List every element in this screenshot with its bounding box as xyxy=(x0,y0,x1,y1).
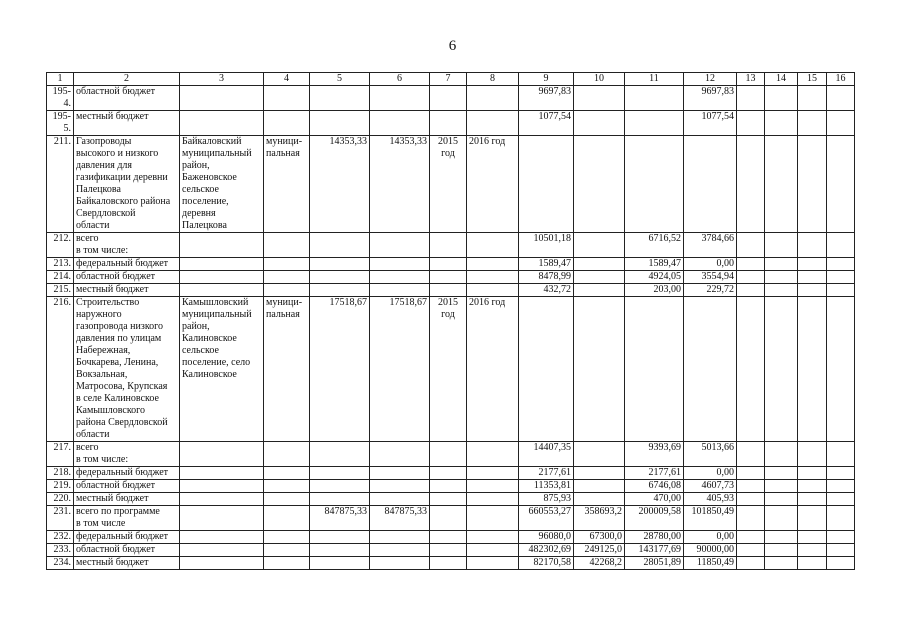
total-cost-cell xyxy=(310,442,370,467)
year-2015-cell: 6746,08 xyxy=(625,480,684,493)
ownership-cell xyxy=(264,544,310,557)
year-2014-cell xyxy=(574,284,625,297)
year-2016-cell: 1077,54 xyxy=(684,111,737,136)
estimated-cost-cell xyxy=(370,258,430,271)
estimated-cost-cell xyxy=(370,467,430,480)
end-year-cell: 2016 год xyxy=(467,297,519,442)
end-year-cell xyxy=(467,544,519,557)
total-cost-cell xyxy=(310,480,370,493)
row-number: 234. xyxy=(47,557,74,570)
estimated-cost-cell xyxy=(370,442,430,467)
executor-cell xyxy=(180,493,264,506)
row-name: местный бюджет xyxy=(74,284,180,297)
estimated-cost-cell xyxy=(370,531,430,544)
executor-cell xyxy=(180,557,264,570)
end-year-cell xyxy=(467,271,519,284)
executor-cell xyxy=(180,467,264,480)
year-2016-cell: 5013,66 xyxy=(684,442,737,467)
row-number: 217. xyxy=(47,442,74,467)
budget-table xyxy=(46,72,855,570)
year-2015-cell: 6716,52 xyxy=(625,233,684,258)
empty-cell xyxy=(737,544,765,557)
total-cost-cell: 847875,33 xyxy=(310,506,370,531)
row-number: 214. xyxy=(47,271,74,284)
end-year-cell xyxy=(467,111,519,136)
end-year-cell xyxy=(467,233,519,258)
end-year-cell xyxy=(467,86,519,111)
column-number: 14 xyxy=(765,73,798,86)
row-name: федеральный бюджет xyxy=(74,258,180,271)
start-year-cell xyxy=(430,258,467,271)
total-cost-cell xyxy=(310,531,370,544)
empty-cell xyxy=(798,233,827,258)
ownership-cell: муници- пальная xyxy=(264,136,310,233)
year-2015-cell: 28780,00 xyxy=(625,531,684,544)
year-2016-cell: 90000,00 xyxy=(684,544,737,557)
total-amount-cell: 96080,0 xyxy=(519,531,574,544)
total-amount-cell: 482302,69 xyxy=(519,544,574,557)
empty-cell xyxy=(798,271,827,284)
row-name: Газопроводы высокого и низкого давления для газификации деревни Палецкова Байкаловского района Свердловской области xyxy=(74,136,180,233)
total-cost-cell xyxy=(310,557,370,570)
empty-cell xyxy=(765,258,798,271)
table-row xyxy=(47,111,855,136)
total-amount-cell xyxy=(519,136,574,233)
row-name: местный бюджет xyxy=(74,493,180,506)
table-row xyxy=(47,86,855,111)
year-2014-cell xyxy=(574,258,625,271)
year-2015-cell xyxy=(625,86,684,111)
row-name: всего в том числе: xyxy=(74,442,180,467)
end-year-cell xyxy=(467,258,519,271)
estimated-cost-cell: 847875,33 xyxy=(370,506,430,531)
estimated-cost-cell xyxy=(370,86,430,111)
executor-cell xyxy=(180,442,264,467)
table-row xyxy=(47,506,855,531)
empty-cell xyxy=(765,271,798,284)
empty-cell xyxy=(827,467,855,480)
empty-cell xyxy=(827,531,855,544)
year-2016-cell xyxy=(684,297,737,442)
column-number: 5 xyxy=(310,73,370,86)
empty-cell xyxy=(827,442,855,467)
year-2016-cell: 101850,49 xyxy=(684,506,737,531)
start-year-cell xyxy=(430,442,467,467)
column-number: 4 xyxy=(264,73,310,86)
ownership-cell xyxy=(264,271,310,284)
empty-cell xyxy=(765,442,798,467)
total-amount-cell: 660553,27 xyxy=(519,506,574,531)
empty-cell xyxy=(765,136,798,233)
total-amount-cell: 2177,61 xyxy=(519,467,574,480)
empty-cell xyxy=(827,258,855,271)
empty-cell xyxy=(765,86,798,111)
year-2015-cell: 470,00 xyxy=(625,493,684,506)
executor-cell xyxy=(180,271,264,284)
year-2014-cell xyxy=(574,493,625,506)
start-year-cell xyxy=(430,493,467,506)
estimated-cost-cell xyxy=(370,233,430,258)
year-2016-cell: 405,93 xyxy=(684,493,737,506)
empty-cell xyxy=(765,544,798,557)
empty-cell xyxy=(765,506,798,531)
year-2016-cell: 11850,49 xyxy=(684,557,737,570)
estimated-cost-cell xyxy=(370,111,430,136)
year-2016-cell: 229,72 xyxy=(684,284,737,297)
total-amount-cell: 1077,54 xyxy=(519,111,574,136)
table-row xyxy=(47,442,855,467)
empty-cell xyxy=(798,531,827,544)
year-2014-cell: 67300,0 xyxy=(574,531,625,544)
executor-cell xyxy=(180,111,264,136)
executor-cell xyxy=(180,284,264,297)
executor-cell xyxy=(180,86,264,111)
year-2014-cell xyxy=(574,86,625,111)
start-year-cell xyxy=(430,480,467,493)
column-number: 11 xyxy=(625,73,684,86)
page-number: 6 xyxy=(448,38,457,54)
row-number: 211. xyxy=(47,136,74,233)
empty-cell xyxy=(827,297,855,442)
end-year-cell xyxy=(467,506,519,531)
table-row xyxy=(47,233,855,258)
empty-cell xyxy=(798,442,827,467)
end-year-cell: 2016 год xyxy=(467,136,519,233)
row-number: 212. xyxy=(47,233,74,258)
executor-cell xyxy=(180,531,264,544)
ownership-cell xyxy=(264,480,310,493)
year-2014-cell xyxy=(574,442,625,467)
total-amount-cell: 875,93 xyxy=(519,493,574,506)
empty-cell xyxy=(827,86,855,111)
table-row xyxy=(47,467,855,480)
year-2016-cell: 4607,73 xyxy=(684,480,737,493)
total-cost-cell xyxy=(310,233,370,258)
row-number: 216. xyxy=(47,297,74,442)
column-number: 16 xyxy=(827,73,855,86)
year-2014-cell xyxy=(574,111,625,136)
empty-cell xyxy=(737,284,765,297)
column-number: 15 xyxy=(798,73,827,86)
total-cost-cell xyxy=(310,544,370,557)
year-2016-cell xyxy=(684,136,737,233)
executor-cell: Байкаловский муниципальный район, Баженовское сельское поселение, деревня Палецкова xyxy=(180,136,264,233)
column-number: 1 xyxy=(47,73,74,86)
row-name: областной бюджет xyxy=(74,271,180,284)
total-amount-cell: 82170,58 xyxy=(519,557,574,570)
start-year-cell xyxy=(430,557,467,570)
empty-cell xyxy=(737,506,765,531)
row-number: 220. xyxy=(47,493,74,506)
table-row xyxy=(47,297,855,442)
estimated-cost-cell xyxy=(370,557,430,570)
total-amount-cell: 1589,47 xyxy=(519,258,574,271)
empty-cell xyxy=(827,557,855,570)
table-row xyxy=(47,258,855,271)
row-name: областной бюджет xyxy=(74,480,180,493)
empty-cell xyxy=(798,86,827,111)
empty-cell xyxy=(798,493,827,506)
empty-cell xyxy=(827,271,855,284)
ownership-cell xyxy=(264,86,310,111)
column-number: 8 xyxy=(467,73,519,86)
estimated-cost-cell xyxy=(370,284,430,297)
executor-cell: Камышловский муниципальный район, Калиновское сельское поселение, село Калиновское xyxy=(180,297,264,442)
row-number: 195-4. xyxy=(47,86,74,111)
year-2015-cell: 2177,61 xyxy=(625,467,684,480)
ownership-cell xyxy=(264,258,310,271)
total-cost-cell xyxy=(310,271,370,284)
ownership-cell xyxy=(264,442,310,467)
end-year-cell xyxy=(467,442,519,467)
executor-cell xyxy=(180,544,264,557)
end-year-cell xyxy=(467,493,519,506)
total-amount-cell: 432,72 xyxy=(519,284,574,297)
ownership-cell xyxy=(264,467,310,480)
row-number: 231. xyxy=(47,506,74,531)
year-2015-cell: 1589,47 xyxy=(625,258,684,271)
empty-cell xyxy=(737,467,765,480)
ownership-cell xyxy=(264,531,310,544)
row-name: Строительство наружного газопровода низкого давления по улицам Набережная, Бочкарева, Ленина, Вокзальная, Матросова, Крупская в селе Калиновское Камышловского района Свердловской области xyxy=(74,297,180,442)
year-2015-cell xyxy=(625,111,684,136)
year-2015-cell xyxy=(625,136,684,233)
empty-cell xyxy=(737,442,765,467)
empty-cell xyxy=(798,480,827,493)
empty-cell xyxy=(827,544,855,557)
year-2016-cell: 0,00 xyxy=(684,258,737,271)
total-amount-cell: 9697,83 xyxy=(519,86,574,111)
end-year-cell xyxy=(467,531,519,544)
row-name: всего в том числе: xyxy=(74,233,180,258)
estimated-cost-cell xyxy=(370,480,430,493)
start-year-cell xyxy=(430,531,467,544)
table-row xyxy=(47,544,855,557)
empty-cell xyxy=(737,233,765,258)
empty-cell xyxy=(827,233,855,258)
empty-cell xyxy=(827,506,855,531)
total-amount-cell: 11353,81 xyxy=(519,480,574,493)
column-number: 12 xyxy=(684,73,737,86)
end-year-cell xyxy=(467,467,519,480)
empty-cell xyxy=(798,544,827,557)
year-2015-cell: 28051,89 xyxy=(625,557,684,570)
year-2016-cell: 0,00 xyxy=(684,467,737,480)
executor-cell xyxy=(180,480,264,493)
total-amount-cell xyxy=(519,297,574,442)
column-number: 9 xyxy=(519,73,574,86)
executor-cell xyxy=(180,506,264,531)
start-year-cell xyxy=(430,111,467,136)
total-amount-cell: 14407,35 xyxy=(519,442,574,467)
year-2015-cell: 9393,69 xyxy=(625,442,684,467)
empty-cell xyxy=(827,284,855,297)
total-cost-cell xyxy=(310,493,370,506)
column-number: 7 xyxy=(430,73,467,86)
empty-cell xyxy=(765,297,798,442)
row-number: 218. xyxy=(47,467,74,480)
total-cost-cell xyxy=(310,467,370,480)
empty-cell xyxy=(737,557,765,570)
empty-cell xyxy=(737,531,765,544)
table-row xyxy=(47,557,855,570)
empty-cell xyxy=(737,493,765,506)
table-row xyxy=(47,284,855,297)
row-number: 215. xyxy=(47,284,74,297)
total-cost-cell xyxy=(310,284,370,297)
start-year-cell xyxy=(430,467,467,480)
year-2014-cell: 249125,0 xyxy=(574,544,625,557)
empty-cell xyxy=(765,493,798,506)
column-number: 2 xyxy=(74,73,180,86)
estimated-cost-cell xyxy=(370,544,430,557)
column-number: 3 xyxy=(180,73,264,86)
year-2015-cell: 143177,69 xyxy=(625,544,684,557)
executor-cell xyxy=(180,233,264,258)
row-name: местный бюджет xyxy=(74,557,180,570)
end-year-cell xyxy=(467,284,519,297)
start-year-cell xyxy=(430,86,467,111)
year-2014-cell xyxy=(574,271,625,284)
empty-cell xyxy=(765,111,798,136)
year-2014-cell: 42268,2 xyxy=(574,557,625,570)
row-name: местный бюджет xyxy=(74,111,180,136)
empty-cell xyxy=(765,233,798,258)
empty-cell xyxy=(737,480,765,493)
ownership-cell xyxy=(264,233,310,258)
estimated-cost-cell: 17518,67 xyxy=(370,297,430,442)
start-year-cell xyxy=(430,284,467,297)
year-2014-cell: 358693,2 xyxy=(574,506,625,531)
start-year-cell xyxy=(430,544,467,557)
empty-cell xyxy=(765,467,798,480)
executor-cell xyxy=(180,258,264,271)
year-2016-cell: 3784,66 xyxy=(684,233,737,258)
column-number-row xyxy=(47,73,855,86)
column-number: 13 xyxy=(737,73,765,86)
row-name: федеральный бюджет xyxy=(74,467,180,480)
end-year-cell xyxy=(467,557,519,570)
year-2016-cell: 3554,94 xyxy=(684,271,737,284)
empty-cell xyxy=(827,480,855,493)
empty-cell xyxy=(798,111,827,136)
start-year-cell xyxy=(430,506,467,531)
year-2016-cell: 0,00 xyxy=(684,531,737,544)
total-cost-cell: 14353,33 xyxy=(310,136,370,233)
empty-cell xyxy=(737,271,765,284)
column-number: 6 xyxy=(370,73,430,86)
total-amount-cell: 10501,18 xyxy=(519,233,574,258)
year-2014-cell xyxy=(574,233,625,258)
start-year-cell: 2015 год xyxy=(430,297,467,442)
table-row xyxy=(47,271,855,284)
empty-cell xyxy=(798,467,827,480)
year-2014-cell xyxy=(574,297,625,442)
row-name: областной бюджет xyxy=(74,544,180,557)
estimated-cost-cell xyxy=(370,271,430,284)
column-number: 10 xyxy=(574,73,625,86)
ownership-cell: муници- пальная xyxy=(264,297,310,442)
row-name: всего по программе в том числе xyxy=(74,506,180,531)
year-2014-cell xyxy=(574,136,625,233)
year-2015-cell: 203,00 xyxy=(625,284,684,297)
total-amount-cell: 8478,99 xyxy=(519,271,574,284)
total-cost-cell xyxy=(310,86,370,111)
ownership-cell xyxy=(264,493,310,506)
start-year-cell xyxy=(430,271,467,284)
empty-cell xyxy=(798,297,827,442)
row-name: федеральный бюджет xyxy=(74,531,180,544)
estimated-cost-cell: 14353,33 xyxy=(370,136,430,233)
empty-cell xyxy=(827,136,855,233)
empty-cell xyxy=(765,284,798,297)
empty-cell xyxy=(765,480,798,493)
empty-cell xyxy=(798,506,827,531)
start-year-cell: 2015 год xyxy=(430,136,467,233)
empty-cell xyxy=(827,493,855,506)
total-cost-cell: 17518,67 xyxy=(310,297,370,442)
estimated-cost-cell xyxy=(370,493,430,506)
table-row xyxy=(47,493,855,506)
row-number: 232. xyxy=(47,531,74,544)
year-2015-cell xyxy=(625,297,684,442)
row-number: 213. xyxy=(47,258,74,271)
year-2015-cell: 200009,58 xyxy=(625,506,684,531)
ownership-cell xyxy=(264,284,310,297)
empty-cell xyxy=(827,111,855,136)
empty-cell xyxy=(798,136,827,233)
ownership-cell xyxy=(264,111,310,136)
empty-cell xyxy=(765,531,798,544)
empty-cell xyxy=(798,557,827,570)
empty-cell xyxy=(737,297,765,442)
empty-cell xyxy=(798,284,827,297)
empty-cell xyxy=(798,258,827,271)
end-year-cell xyxy=(467,480,519,493)
total-cost-cell xyxy=(310,111,370,136)
year-2016-cell: 9697,83 xyxy=(684,86,737,111)
row-number: 219. xyxy=(47,480,74,493)
empty-cell xyxy=(737,111,765,136)
row-name: областной бюджет xyxy=(74,86,180,111)
empty-cell xyxy=(737,136,765,233)
start-year-cell xyxy=(430,233,467,258)
row-number: 195-5. xyxy=(47,111,74,136)
year-2014-cell xyxy=(574,467,625,480)
table-row xyxy=(47,136,855,233)
empty-cell xyxy=(765,557,798,570)
table-row xyxy=(47,480,855,493)
row-number: 233. xyxy=(47,544,74,557)
year-2014-cell xyxy=(574,480,625,493)
empty-cell xyxy=(737,86,765,111)
ownership-cell xyxy=(264,557,310,570)
empty-cell xyxy=(737,258,765,271)
year-2015-cell: 4924,05 xyxy=(625,271,684,284)
total-cost-cell xyxy=(310,258,370,271)
ownership-cell xyxy=(264,506,310,531)
table-row xyxy=(47,531,855,544)
